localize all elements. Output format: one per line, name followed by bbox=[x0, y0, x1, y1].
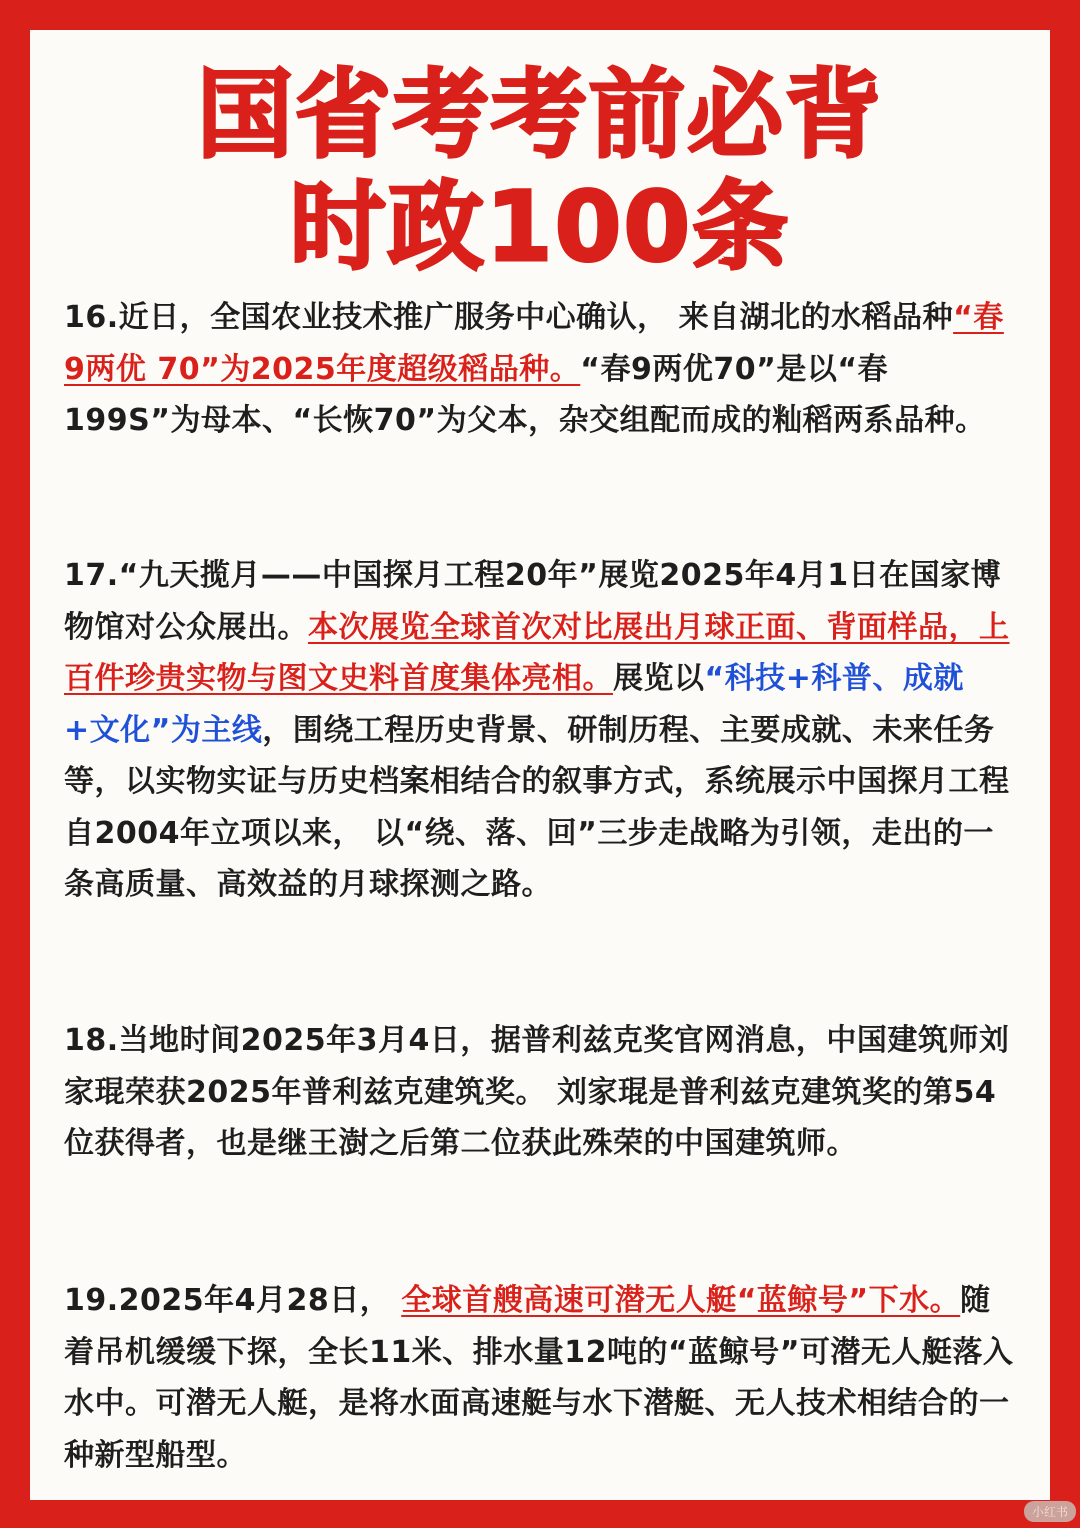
content-card bbox=[30, 30, 1050, 1500]
news-item-17-blue-highlight: “科技+科普、成就+文化”为主线 bbox=[64, 661, 964, 748]
news-item-17-text-2: 展览以 bbox=[613, 661, 705, 696]
page-title-line-1: 国省考考前必背 bbox=[197, 59, 883, 171]
news-item-17 bbox=[64, 550, 1014, 911]
news-item-16-text: 16.近日，全国农业技术推广服务中心确认， 来自湖北的水稻品种 bbox=[64, 300, 954, 335]
news-item-16-text-2: “春9两优70”是以“春199S”为母本、“长恢70”为父本，杂交组配而成的籼稻两系品种。 bbox=[64, 351, 986, 438]
news-item-19 bbox=[64, 1275, 1014, 1481]
news-item-17-text: 17.“九天揽月——中国探月工程20年”展览2025年4月1日在国家博物馆对公众展出。 bbox=[64, 558, 1002, 645]
news-item-17-highlight: 本次展览全球首次对比展出月球正面、背面样品，上百件珍贵实物与图文史料首度集体亮相。 bbox=[64, 609, 1010, 696]
news-item-16 bbox=[64, 292, 1014, 447]
news-item-19-text-2: 随着吊机缓缓下探，全长11米、排水量12吨的“蓝鲸号”可潜无人艇落入水中。可潜无人艇，是将水面高速艇与水下潜艇、无人技术相结合的一种新型船型。 bbox=[64, 1283, 1014, 1473]
news-item-17-text-3: ，围绕工程历史背景、研制历程、主要成就、未来任务等，以实物实证与历史档案相结合的叙事方式，系统展示中国探月工程自2004年立项以来， 以“绕、落、回”三步走战略为引领，走出的一条高质量、高效益的月球探测之路。 bbox=[64, 712, 1010, 902]
news-item-19-highlight: 全球首艘高速可潜无人艇“蓝鲸号”下水。 bbox=[401, 1283, 961, 1318]
news-item-18 bbox=[64, 1015, 1014, 1170]
news-item-18-text: 18.当地时间2025年3月4日，据普利兹克奖官网消息，中国建筑师刘家琨荣获2025年普利兹克建筑奖。 刘家琨是普利兹克建筑奖的第54位获得者，也是继王澍之后第二位获此殊荣的中国建筑师。 bbox=[64, 1023, 1010, 1161]
watermark-logo: 小红书 bbox=[1024, 1501, 1076, 1522]
news-item-16-highlight: “春9两优 70”为2025年度超级稻品种。 bbox=[64, 300, 1004, 387]
page-title-line-2: 时政100条 bbox=[289, 171, 791, 283]
news-item-19-text: 19.2025年4月28日， bbox=[64, 1283, 402, 1318]
